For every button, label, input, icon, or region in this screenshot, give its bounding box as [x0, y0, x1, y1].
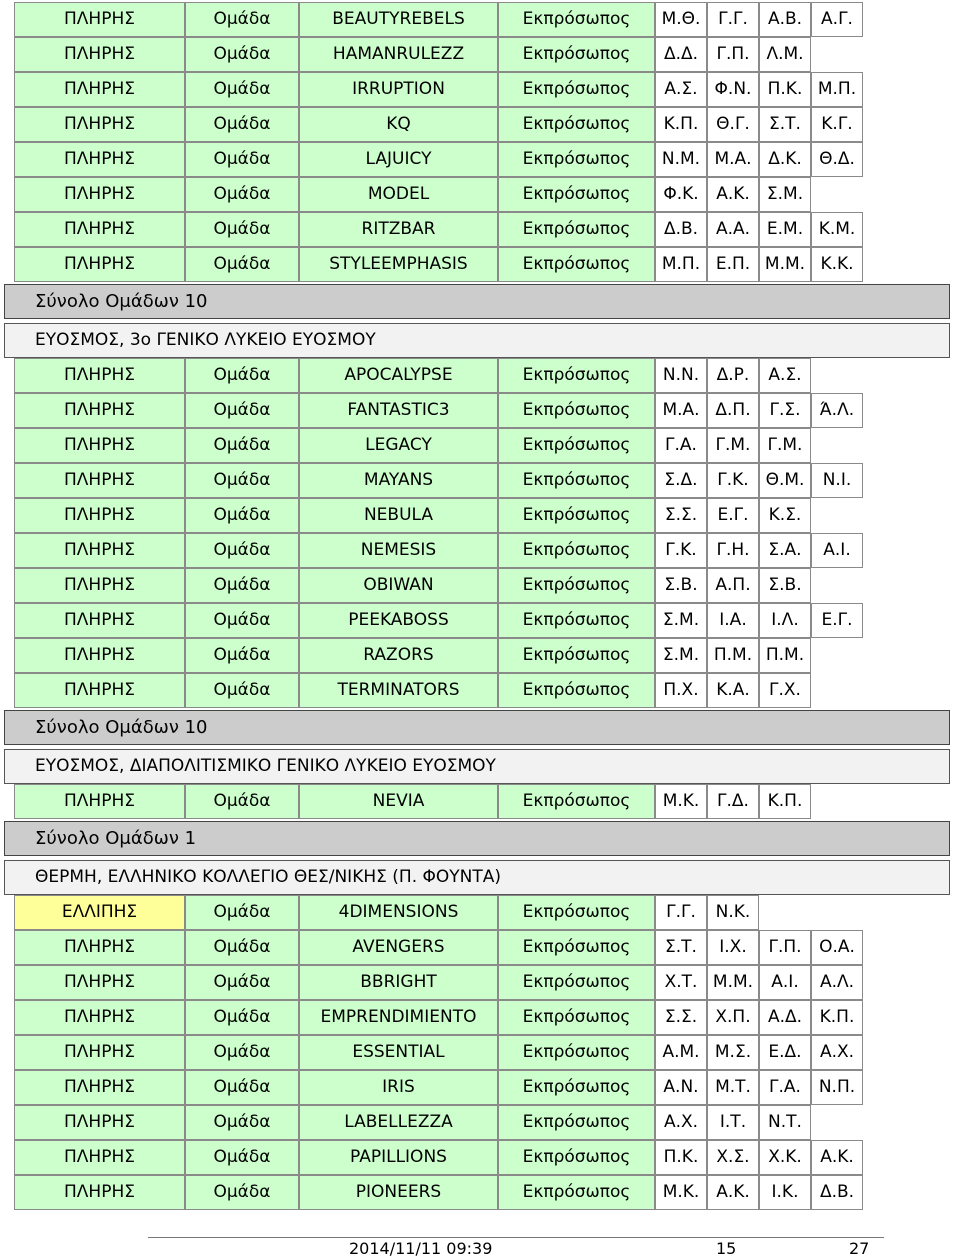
representative-cell: Εκπρόσωπος	[498, 965, 655, 1000]
member-initials-cell: Ν.Τ.	[759, 1105, 811, 1140]
representative-cell: Εκπρόσωπος	[498, 1070, 655, 1105]
member-initials-cell: Ι.Α.	[707, 603, 759, 638]
school-header: ΕΥΟΣΜΟΣ, ΔΙΑΠΟΛΙΤΙΣΜΙΚΟ ΓΕΝΙΚΟ ΛΥΚΕΙΟ ΕΥΟΣΜΟΥ	[4, 749, 950, 784]
type-cell: Ομάδα	[185, 2, 299, 37]
member-initials-cell: Π.Κ.	[759, 72, 811, 107]
team-count-total: Σύνολο Ομάδων 10	[4, 284, 950, 319]
member-initials-cell: Κ.Π.	[759, 784, 811, 819]
team-name-cell: RAZORS	[299, 638, 498, 673]
member-initials-cell: Κ.Γ.	[811, 107, 863, 142]
team-name-cell: HAMANRULEZZ	[299, 37, 498, 72]
member-initials-cell: Σ.Δ.	[655, 463, 707, 498]
type-cell: Ομάδα	[185, 784, 299, 819]
representative-cell: Εκπρόσωπος	[498, 2, 655, 37]
representative-cell: Εκπρόσωπος	[498, 1035, 655, 1070]
member-initials-cell: Ι.Κ.	[759, 1175, 811, 1210]
representative-cell: Εκπρόσωπος	[498, 603, 655, 638]
status-cell: ΠΛΗΡΗΣ	[14, 1175, 185, 1210]
member-initials-cell: Π.Μ.	[707, 638, 759, 673]
team-name-cell: MAYANS	[299, 463, 498, 498]
member-initials-cell: Ά.Λ.	[811, 393, 863, 428]
type-cell: Ομάδα	[185, 107, 299, 142]
member-initials-cell: Α.Σ.	[655, 72, 707, 107]
member-initials-cell: Χ.Κ.	[759, 1140, 811, 1175]
representative-cell: Εκπρόσωπος	[498, 107, 655, 142]
member-initials-cell: Γ.Δ.	[707, 784, 759, 819]
member-initials-cell: Μ.Α.	[655, 393, 707, 428]
member-initials-cell: Α.Ν.	[655, 1070, 707, 1105]
member-initials-cell: Δ.Β.	[811, 1175, 863, 1210]
status-cell: ΠΛΗΡΗΣ	[14, 673, 185, 708]
member-initials-cell: Γ.Π.	[759, 930, 811, 965]
team-name-cell: LEGACY	[299, 428, 498, 463]
type-cell: Ομάδα	[185, 1140, 299, 1175]
representative-cell: Εκπρόσωπος	[498, 533, 655, 568]
representative-cell: Εκπρόσωπος	[498, 1140, 655, 1175]
member-initials-cell: Α.Λ.	[811, 965, 863, 1000]
member-initials-cell: Α.Γ.	[811, 2, 863, 37]
member-initials-cell: Ι.Τ.	[707, 1105, 759, 1140]
status-cell: ΠΛΗΡΗΣ	[14, 1140, 185, 1175]
status-cell: ΠΛΗΡΗΣ	[14, 1105, 185, 1140]
member-initials-cell: Κ.Π.	[811, 1000, 863, 1035]
type-cell: Ομάδα	[185, 177, 299, 212]
team-name-cell: BEAUTYREBELS	[299, 2, 498, 37]
team-name-cell: BBRIGHT	[299, 965, 498, 1000]
type-cell: Ομάδα	[185, 1035, 299, 1070]
status-cell: ΠΛΗΡΗΣ	[14, 72, 185, 107]
status-cell: ΕΛΛΙΠΗΣ	[14, 895, 185, 930]
representative-cell: Εκπρόσωπος	[498, 895, 655, 930]
member-initials-cell: Χ.Τ.	[655, 965, 707, 1000]
status-cell: ΠΛΗΡΗΣ	[14, 533, 185, 568]
status-cell: ΠΛΗΡΗΣ	[14, 930, 185, 965]
status-cell: ΠΛΗΡΗΣ	[14, 568, 185, 603]
member-initials-cell: Κ.Α.	[707, 673, 759, 708]
member-initials-cell: Μ.Π.	[811, 72, 863, 107]
member-initials-cell: Α.Κ.	[707, 177, 759, 212]
status-cell: ΠΛΗΡΗΣ	[14, 142, 185, 177]
status-cell: ΠΛΗΡΗΣ	[14, 247, 185, 282]
team-name-cell: NEMESIS	[299, 533, 498, 568]
member-initials-cell: Δ.Π.	[707, 393, 759, 428]
team-name-cell: MODEL	[299, 177, 498, 212]
type-cell: Ομάδα	[185, 895, 299, 930]
status-cell: ΠΛΗΡΗΣ	[14, 784, 185, 819]
status-cell: ΠΛΗΡΗΣ	[14, 463, 185, 498]
member-initials-cell: Κ.Μ.	[811, 212, 863, 247]
member-initials-cell: Σ.Μ.	[759, 177, 811, 212]
type-cell: Ομάδα	[185, 568, 299, 603]
member-initials-cell: Μ.Μ.	[759, 247, 811, 282]
type-cell: Ομάδα	[185, 358, 299, 393]
team-name-cell: PEEKABOSS	[299, 603, 498, 638]
type-cell: Ομάδα	[185, 1175, 299, 1210]
team-name-cell: FANTASTIC3	[299, 393, 498, 428]
member-initials-cell: Γ.Μ.	[759, 428, 811, 463]
type-cell: Ομάδα	[185, 428, 299, 463]
team-name-cell: OBIWAN	[299, 568, 498, 603]
type-cell: Ομάδα	[185, 673, 299, 708]
member-initials-cell: Α.Π.	[707, 568, 759, 603]
type-cell: Ομάδα	[185, 1000, 299, 1035]
type-cell: Ομάδα	[185, 212, 299, 247]
member-initials-cell: Κ.Κ.	[811, 247, 863, 282]
type-cell: Ομάδα	[185, 1105, 299, 1140]
member-initials-cell: Μ.Τ.	[707, 1070, 759, 1105]
member-initials-cell: Ν.Μ.	[655, 142, 707, 177]
member-initials-cell: Π.Κ.	[655, 1140, 707, 1175]
team-name-cell: KQ	[299, 107, 498, 142]
team-name-cell: TERMINATORS	[299, 673, 498, 708]
member-initials-cell: Δ.Κ.	[759, 142, 811, 177]
type-cell: Ομάδα	[185, 142, 299, 177]
type-cell: Ομάδα	[185, 1070, 299, 1105]
page-footer	[0, 1237, 960, 1257]
team-name-cell: LAJUICY	[299, 142, 498, 177]
team-count-total: Σύνολο Ομάδων 10	[4, 710, 950, 745]
type-cell: Ομάδα	[185, 72, 299, 107]
member-initials-cell: Μ.Α.	[707, 142, 759, 177]
team-name-cell: APOCALYPSE	[299, 358, 498, 393]
member-initials-cell: Θ.Γ.	[707, 107, 759, 142]
team-name-cell: NEBULA	[299, 498, 498, 533]
member-initials-cell: Α.Δ.	[759, 1000, 811, 1035]
member-initials-cell: Α.Χ.	[811, 1035, 863, 1070]
member-initials-cell: Μ.Μ.	[707, 965, 759, 1000]
status-cell: ΠΛΗΡΗΣ	[14, 498, 185, 533]
member-initials-cell: Φ.Ν.	[707, 72, 759, 107]
member-initials-cell: Π.Χ.	[655, 673, 707, 708]
member-initials-cell: Α.Μ.	[655, 1035, 707, 1070]
team-name-cell: LABELLEZZA	[299, 1105, 498, 1140]
member-initials-cell: Θ.Δ.	[811, 142, 863, 177]
member-initials-cell: Ι.Λ.	[759, 603, 811, 638]
status-cell: ΠΛΗΡΗΣ	[14, 428, 185, 463]
type-cell: Ομάδα	[185, 247, 299, 282]
team-count-total: Σύνολο Ομάδων 1	[4, 821, 950, 856]
member-initials-cell: Ε.Δ.	[759, 1035, 811, 1070]
member-initials-cell: Μ.Κ.	[655, 1175, 707, 1210]
team-name-cell: 4DIMENSIONS	[299, 895, 498, 930]
footer-page-number: 15	[716, 1239, 737, 1258]
member-initials-cell: Α.Β.	[759, 2, 811, 37]
representative-cell: Εκπρόσωπος	[498, 212, 655, 247]
member-initials-cell: Ν.Ν.	[655, 358, 707, 393]
representative-cell: Εκπρόσωπος	[498, 1175, 655, 1210]
member-initials-cell: Σ.Β.	[759, 568, 811, 603]
representative-cell: Εκπρόσωπος	[498, 673, 655, 708]
type-cell: Ομάδα	[185, 463, 299, 498]
team-name-cell: STYLEEMPHASIS	[299, 247, 498, 282]
representative-cell: Εκπρόσωπος	[498, 638, 655, 673]
member-initials-cell: Ι.Χ.	[707, 930, 759, 965]
member-initials-cell: Δ.Ρ.	[707, 358, 759, 393]
status-cell: ΠΛΗΡΗΣ	[14, 1070, 185, 1105]
type-cell: Ομάδα	[185, 37, 299, 72]
member-initials-cell: Σ.Μ.	[655, 638, 707, 673]
member-initials-cell: Μ.Σ.	[707, 1035, 759, 1070]
member-initials-cell: Φ.Κ.	[655, 177, 707, 212]
member-initials-cell: Δ.Δ.	[655, 37, 707, 72]
representative-cell: Εκπρόσωπος	[498, 37, 655, 72]
member-initials-cell: Κ.Π.	[655, 107, 707, 142]
member-initials-cell: Ο.Α.	[811, 930, 863, 965]
representative-cell: Εκπρόσωπος	[498, 358, 655, 393]
member-initials-cell: Σ.Β.	[655, 568, 707, 603]
member-initials-cell: Χ.Σ.	[707, 1140, 759, 1175]
representative-cell: Εκπρόσωπος	[498, 177, 655, 212]
member-initials-cell: Α.Ι.	[811, 533, 863, 568]
member-initials-cell: Ε.Π.	[707, 247, 759, 282]
member-initials-cell: Α.Α.	[707, 212, 759, 247]
status-cell: ΠΛΗΡΗΣ	[14, 393, 185, 428]
representative-cell: Εκπρόσωπος	[498, 1000, 655, 1035]
member-initials-cell: Α.Χ.	[655, 1105, 707, 1140]
status-cell: ΠΛΗΡΗΣ	[14, 37, 185, 72]
member-initials-cell: Α.Σ.	[759, 358, 811, 393]
type-cell: Ομάδα	[185, 638, 299, 673]
member-initials-cell: Γ.Γ.	[655, 895, 707, 930]
representative-cell: Εκπρόσωπος	[498, 784, 655, 819]
status-cell: ΠΛΗΡΗΣ	[14, 107, 185, 142]
member-initials-cell: Σ.Α.	[759, 533, 811, 568]
member-initials-cell: Σ.Τ.	[759, 107, 811, 142]
footer-timestamp: 2014/11/11 09:39	[349, 1239, 493, 1258]
type-cell: Ομάδα	[185, 533, 299, 568]
type-cell: Ομάδα	[185, 393, 299, 428]
member-initials-cell: Ν.Κ.	[707, 895, 759, 930]
status-cell: ΠΛΗΡΗΣ	[14, 2, 185, 37]
representative-cell: Εκπρόσωπος	[498, 498, 655, 533]
member-initials-cell: Ν.Π.	[811, 1070, 863, 1105]
team-name-cell: NEVIA	[299, 784, 498, 819]
team-name-cell: EMPRENDIMIENTO	[299, 1000, 498, 1035]
member-initials-cell: Ε.Μ.	[759, 212, 811, 247]
footer-page-count: 27	[849, 1239, 870, 1258]
member-initials-cell: Κ.Σ.	[759, 498, 811, 533]
member-initials-cell: Σ.Μ.	[655, 603, 707, 638]
type-cell: Ομάδα	[185, 965, 299, 1000]
status-cell: ΠΛΗΡΗΣ	[14, 603, 185, 638]
status-cell: ΠΛΗΡΗΣ	[14, 358, 185, 393]
member-initials-cell: Α.Κ.	[707, 1175, 759, 1210]
member-initials-cell: Γ.Π.	[707, 37, 759, 72]
status-cell: ΠΛΗΡΗΣ	[14, 638, 185, 673]
member-initials-cell: Α.Κ.	[811, 1140, 863, 1175]
school-header: ΕΥΟΣΜΟΣ, 3ο ΓΕΝΙΚΟ ΛΥΚΕΙΟ ΕΥΟΣΜΟΥ	[4, 323, 950, 358]
representative-cell: Εκπρόσωπος	[498, 568, 655, 603]
representative-cell: Εκπρόσωπος	[498, 428, 655, 463]
member-initials-cell: Γ.Γ.	[707, 2, 759, 37]
member-initials-cell: Ε.Γ.	[707, 498, 759, 533]
member-initials-cell: Μ.Κ.	[655, 784, 707, 819]
representative-cell: Εκπρόσωπος	[498, 247, 655, 282]
team-name-cell: PIONEERS	[299, 1175, 498, 1210]
representative-cell: Εκπρόσωπος	[498, 393, 655, 428]
member-initials-cell: Θ.Μ.	[759, 463, 811, 498]
member-initials-cell: Ν.Ι.	[811, 463, 863, 498]
member-initials-cell: Γ.Κ.	[707, 463, 759, 498]
member-initials-cell: Γ.Μ.	[707, 428, 759, 463]
team-name-cell: IRIS	[299, 1070, 498, 1105]
representative-cell: Εκπρόσωπος	[498, 72, 655, 107]
team-name-cell: ESSENTIAL	[299, 1035, 498, 1070]
team-name-cell: PAPILLIONS	[299, 1140, 498, 1175]
team-name-cell: AVENGERS	[299, 930, 498, 965]
status-cell: ΠΛΗΡΗΣ	[14, 1000, 185, 1035]
type-cell: Ομάδα	[185, 498, 299, 533]
status-cell: ΠΛΗΡΗΣ	[14, 177, 185, 212]
member-initials-cell: Γ.Σ.	[759, 393, 811, 428]
footer-rule	[148, 1237, 884, 1238]
member-initials-cell: Σ.Σ.	[655, 1000, 707, 1035]
type-cell: Ομάδα	[185, 930, 299, 965]
status-cell: ΠΛΗΡΗΣ	[14, 1035, 185, 1070]
member-initials-cell: Ε.Γ.	[811, 603, 863, 638]
team-name-cell: IRRUPTION	[299, 72, 498, 107]
member-initials-cell: Σ.Τ.	[655, 930, 707, 965]
member-initials-cell: Γ.Κ.	[655, 533, 707, 568]
member-initials-cell: Α.Ι.	[759, 965, 811, 1000]
representative-cell: Εκπρόσωπος	[498, 930, 655, 965]
representative-cell: Εκπρόσωπος	[498, 463, 655, 498]
member-initials-cell: Μ.Θ.	[655, 2, 707, 37]
member-initials-cell: Γ.Χ.	[759, 673, 811, 708]
representative-cell: Εκπρόσωπος	[498, 142, 655, 177]
member-initials-cell: Π.Μ.	[759, 638, 811, 673]
school-header: ΘΕΡΜΗ, ΕΛΛΗΝΙΚΟ ΚΟΛΛΕΓΙΟ ΘΕΣ/ΝΙΚΗΣ (Π. ΦΟΥΝΤΑ)	[4, 860, 950, 895]
member-initials-cell: Δ.Β.	[655, 212, 707, 247]
member-initials-cell: Σ.Σ.	[655, 498, 707, 533]
member-initials-cell: Γ.Α.	[655, 428, 707, 463]
member-initials-cell: Γ.Α.	[759, 1070, 811, 1105]
member-initials-cell: Λ.Μ.	[759, 37, 811, 72]
status-cell: ΠΛΗΡΗΣ	[14, 965, 185, 1000]
member-initials-cell: Χ.Π.	[707, 1000, 759, 1035]
member-initials-cell: Μ.Π.	[655, 247, 707, 282]
team-name-cell: RITZBAR	[299, 212, 498, 247]
status-cell: ΠΛΗΡΗΣ	[14, 212, 185, 247]
type-cell: Ομάδα	[185, 603, 299, 638]
member-initials-cell: Γ.Η.	[707, 533, 759, 568]
representative-cell: Εκπρόσωπος	[498, 1105, 655, 1140]
